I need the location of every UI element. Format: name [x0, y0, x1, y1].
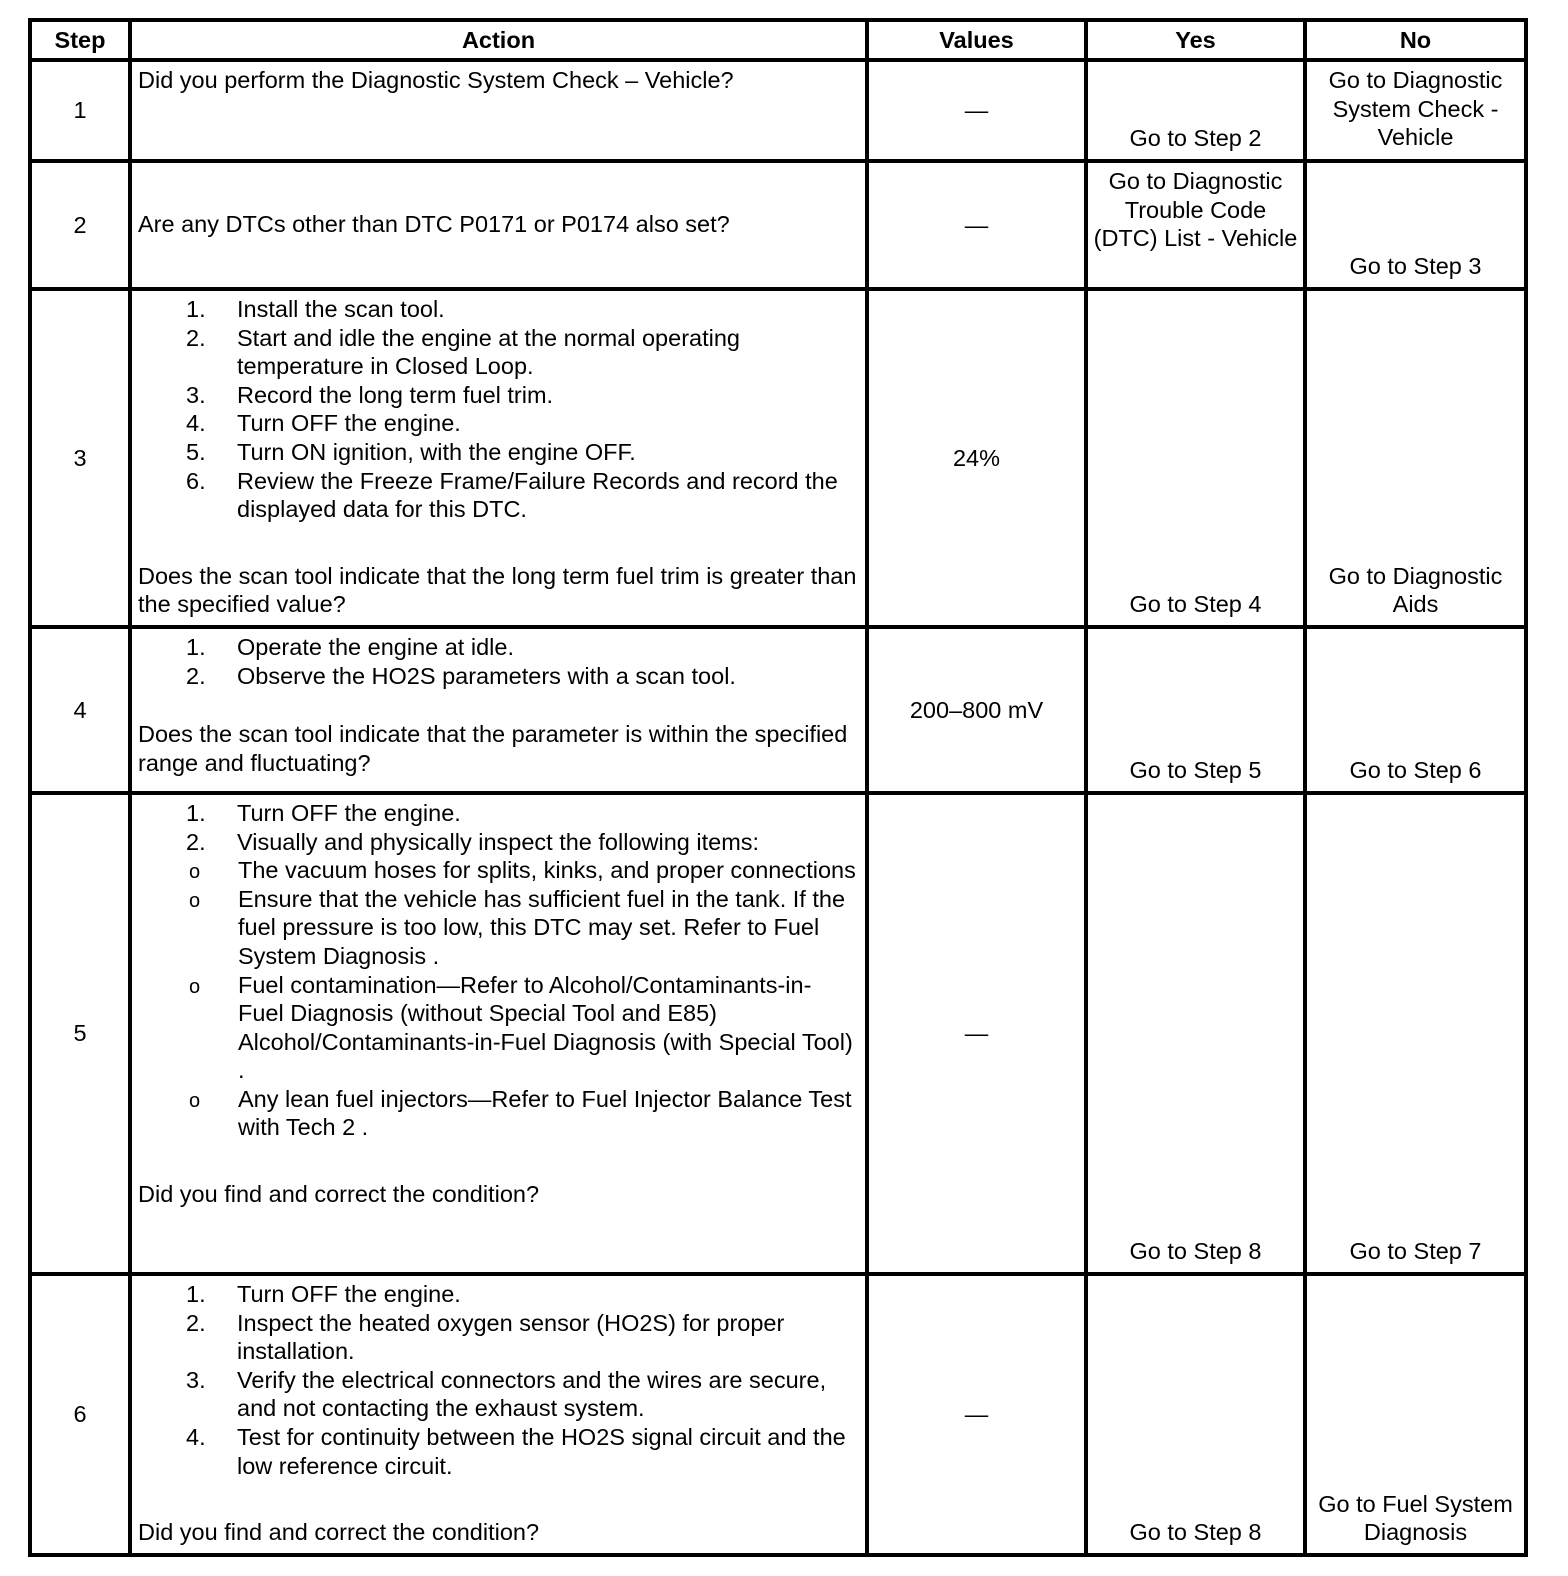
action-cell [130, 289, 867, 627]
table-row [30, 793, 1526, 1274]
list-item: 3. Record the long term fuel trim. [186, 381, 554, 408]
table-row [30, 60, 1526, 161]
action-question: Does the scan tool indicate that the parameter is within the specified range and fluctuating? [138, 721, 848, 776]
list-item: 1. Install the scan tool. [186, 296, 445, 322]
table-row [30, 161, 1526, 289]
diagnostic-table [28, 18, 1528, 1557]
list-item: 1. Turn OFF the engine. [186, 799, 461, 826]
no-cell: Go to Step 7 [1305, 793, 1526, 1274]
action-steps [138, 799, 857, 1142]
list-item: 1. Operate the engine at idle. [186, 633, 514, 660]
yes-cell: Go to Step 2 [1086, 60, 1305, 161]
table-row [30, 1274, 1526, 1555]
table-row [30, 627, 1526, 793]
sub-list-item: o Ensure that the vehicle has sufficient fuel in the tank. If the fuel pressure is too low, this DTC may set. Refer to Fuel System Diagnosis . [189, 885, 846, 969]
step-number: 1 [30, 60, 130, 161]
list-item: 2. Inspect the heated oxygen sensor (HO2S) for proper installation. [186, 1309, 785, 1365]
item-number: 1. [186, 1280, 206, 1307]
list-item: 4. Turn OFF the engine. [186, 410, 461, 437]
yes-cell: Go to Diagnostic Trouble Code (DTC) List - Vehicle [1086, 161, 1305, 289]
diagnostic-page [28, 18, 1524, 1557]
header-yes: Yes [1086, 20, 1305, 60]
header-action: Action [130, 20, 867, 60]
action-question: Did you perform the Diagnostic System Check – Vehicle? [138, 67, 734, 93]
action-steps [138, 295, 857, 524]
bullet-icon: o [189, 889, 201, 912]
value-cell: 200–800 mV [867, 627, 1086, 793]
sub-list-item: o Any lean fuel injectors—Refer to Fuel Injector Balance Test with Tech 2 . [189, 1085, 852, 1141]
header-no: No [1305, 20, 1526, 60]
sub-list-item: o The vacuum hoses for splits, kinks, and proper connections [138, 856, 857, 885]
yes-cell: Go to Step 4 [1086, 289, 1305, 627]
action-cell [130, 1274, 867, 1555]
action-question: Did you find and correct the condition? [138, 1519, 540, 1546]
action-cell [130, 793, 867, 1274]
action-question: Did you find and correct the condition? [138, 1181, 540, 1208]
step-number: 3 [30, 289, 130, 627]
no-cell: Go to Step 3 [1305, 161, 1526, 289]
list-item: 2. Observe the HO2S parameters with a scan tool. [186, 662, 736, 689]
action-cell [130, 60, 867, 161]
item-number: 6. [186, 467, 206, 494]
yes-cell: Go to Step 5 [1086, 627, 1305, 793]
item-number: 2. [186, 828, 206, 855]
step-number: 5 [30, 793, 130, 1274]
action-cell [130, 627, 867, 793]
no-cell: Go to Step 6 [1305, 627, 1526, 793]
item-number: 1. [186, 296, 206, 322]
header-row [30, 20, 1526, 60]
list-item: 4. Test for continuity between the HO2S signal circuit and the low reference circuit. [186, 1423, 846, 1479]
header-values: Values [867, 20, 1086, 60]
step-number: 2 [30, 161, 130, 289]
item-number: 4. [186, 1423, 206, 1450]
bullet-icon: o [189, 861, 201, 884]
item-number: 1. [186, 633, 206, 660]
step-number: 6 [30, 1274, 130, 1555]
value-cell: 24% [867, 289, 1086, 627]
item-number: 1. [186, 799, 206, 826]
table-row [30, 289, 1526, 627]
value-cell: — [867, 161, 1086, 289]
item-number: 3. [186, 1366, 206, 1393]
item-number: 2. [186, 1309, 206, 1336]
list-item: 3. Verify the electrical connectors and the wires are secure, and not contacting the exhaust system. [186, 1366, 827, 1422]
value-cell: — [867, 1274, 1086, 1555]
action-question: Does the scan tool indicate that the long term fuel trim is greater than the specified value? [138, 562, 857, 618]
list-item: 2. Start and idle the engine at the normal operating temperature in Closed Loop. [186, 324, 740, 380]
no-cell: Go to Diagnostic Aids [1305, 289, 1526, 627]
bullet-icon: o [189, 1089, 201, 1112]
item-number: 5. [186, 438, 206, 465]
value-cell: — [867, 60, 1086, 161]
list-item: 2. Visually and physically inspect the following items: o The vacuum hoses for splits, kinks, and proper connections o Ensure that the vehicle has sufficient fuel in the tank. If the fuel pressure is too low, this DTC may set. Refer to Fuel System Diagnosis . o Fuel contamination—Refer to Alcohol/Contaminants-in-Fuel Diagnosis (without Special Tool and E85) Alcohol/Contaminants-in-Fuel Diagnosis (with Special Tool) . o Any lean fuel injectors—Refer to Fuel Injector Balance Test with Tech 2 . [138, 828, 857, 1143]
no-cell: Go to Fuel System Diagnosis [1305, 1274, 1526, 1555]
action-cell [130, 161, 867, 289]
yes-cell: Go to Step 8 [1086, 1274, 1305, 1555]
header-step: Step [30, 20, 130, 60]
inspection-items [138, 856, 857, 1142]
item-number: 4. [186, 410, 206, 437]
item-number: 3. [186, 381, 206, 408]
yes-cell: Go to Step 8 [1086, 793, 1305, 1274]
bullet-icon: o [189, 975, 201, 998]
action-steps [138, 1280, 857, 1480]
action-question: Are any DTCs other than DTC P0171 or P0174 also set? [138, 210, 730, 237]
item-number: 2. [186, 662, 206, 689]
no-cell: Go to Diagnostic System Check - Vehicle [1305, 60, 1526, 161]
list-item: 6. Review the Freeze Frame/Failure Records and record the displayed data for this DTC. [186, 467, 838, 523]
list-item: 1. Turn OFF the engine. [186, 1280, 461, 1307]
step-number: 4 [30, 627, 130, 793]
sub-list-item: o Fuel contamination—Refer to Alcohol/Contaminants-in-Fuel Diagnosis (without Special Tool and E85) Alcohol/Contaminants-in-Fuel Diagnosis (with Special Tool) . [189, 971, 853, 1084]
item-number: 2. [186, 324, 206, 351]
list-item: 5. Turn ON ignition, with the engine OFF. [186, 438, 636, 465]
action-steps [138, 633, 857, 690]
value-cell: — [867, 793, 1086, 1274]
